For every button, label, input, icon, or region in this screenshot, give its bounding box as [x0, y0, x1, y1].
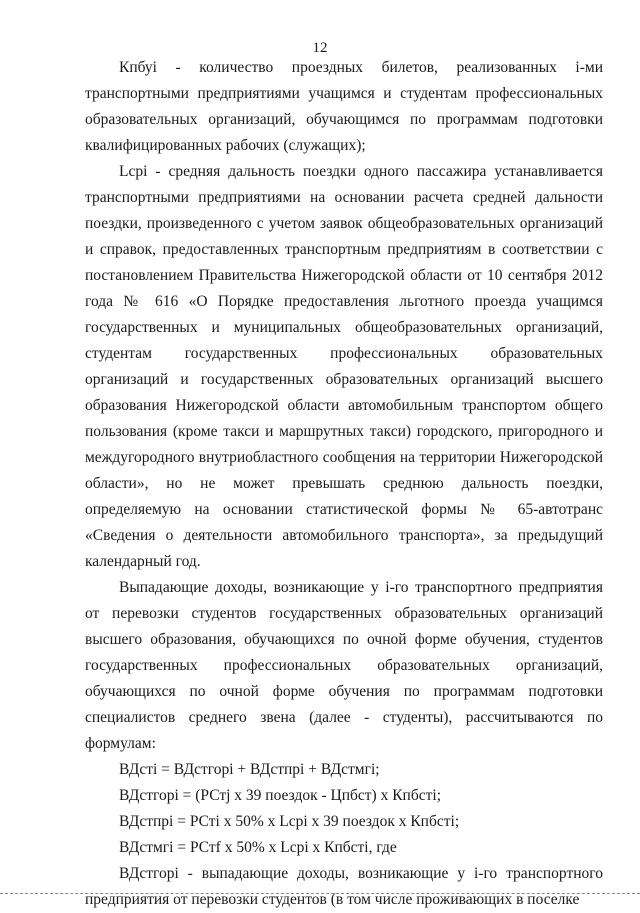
paragraph-lcp: Lcpi - средняя дальность поездки одного пассажира устанавливается транспортными предприятиями на основании расчета средней дальности поездки, произведенного с учетом заявок общеобразовательных организаций и справок, предоставленных транспортным предприятиям в соответствии с постановлением Правительства Нижегородской области от 10 сентября 2012 года № 616 «О Порядке предоставления льготного проезда учащимся государственных и муниципальных общеобразовательных организаций, студентам государственных профессиональных образовательных организаций и государственных образовательных организаций высшего образования Нижегородской области автомобильным транспортом общего пользования (кроме такси и маршрутных такси) городского, пригородного и междугородного внутриобластного сообщения на территории Нижегородской области», но не может превышать среднюю дальность поездки, определяемую на основании статистической формы № 65-автотранс «Сведения о деятельности автомобильного транспорта», за предыдущий календарный год. [85, 163, 603, 570]
paragraph-lost-income: Выпадающие доходы, возникающие у i-го транспортного предприятия от перевозки студентов государственных образовательных организаций высшего образования, обучающихся по очной форме обучения, студентов государственных профессиональных образовательных организаций, обучающихся по очной форме обучения по программам подготовки специалистов среднего звена (далее - студенты), рассчитываются по формулам: [85, 579, 603, 752]
document-body [85, 55, 603, 913]
formula-city: ВДстгорi = (РСтj х 39 поездок - Цпбст) х Кпбстi; [119, 787, 442, 804]
scan-bottom-edge [0, 893, 640, 894]
formula-intercity: ВДстмгi = РСтf х 50% х Lcpi х Кпбстi, где [119, 839, 397, 856]
formula-total: ВДстi = ВДстгорi + ВДстпрi + ВДстмгi; [119, 761, 380, 778]
paragraph-city-definition: ВДстгорi - выпадающие доходы, возникающие у i-го транспортного предприятия от перевозки студентов (в том числе проживающих в поселке [85, 865, 603, 908]
formula-suburban: ВДстпрi = РСтi х 50% х Lcpi х 39 поездок х Кпбстi; [119, 813, 460, 830]
page-number: 12 [312, 40, 328, 56]
paragraph-kpbu: Кпбуi - количество проездных билетов, реализованных i-ми транспортными предприятиями учащимся и студентам профессиональных образовательных организаций, обучающимся по программам подготовки квалифицированных рабочих (служащих); [85, 59, 603, 154]
